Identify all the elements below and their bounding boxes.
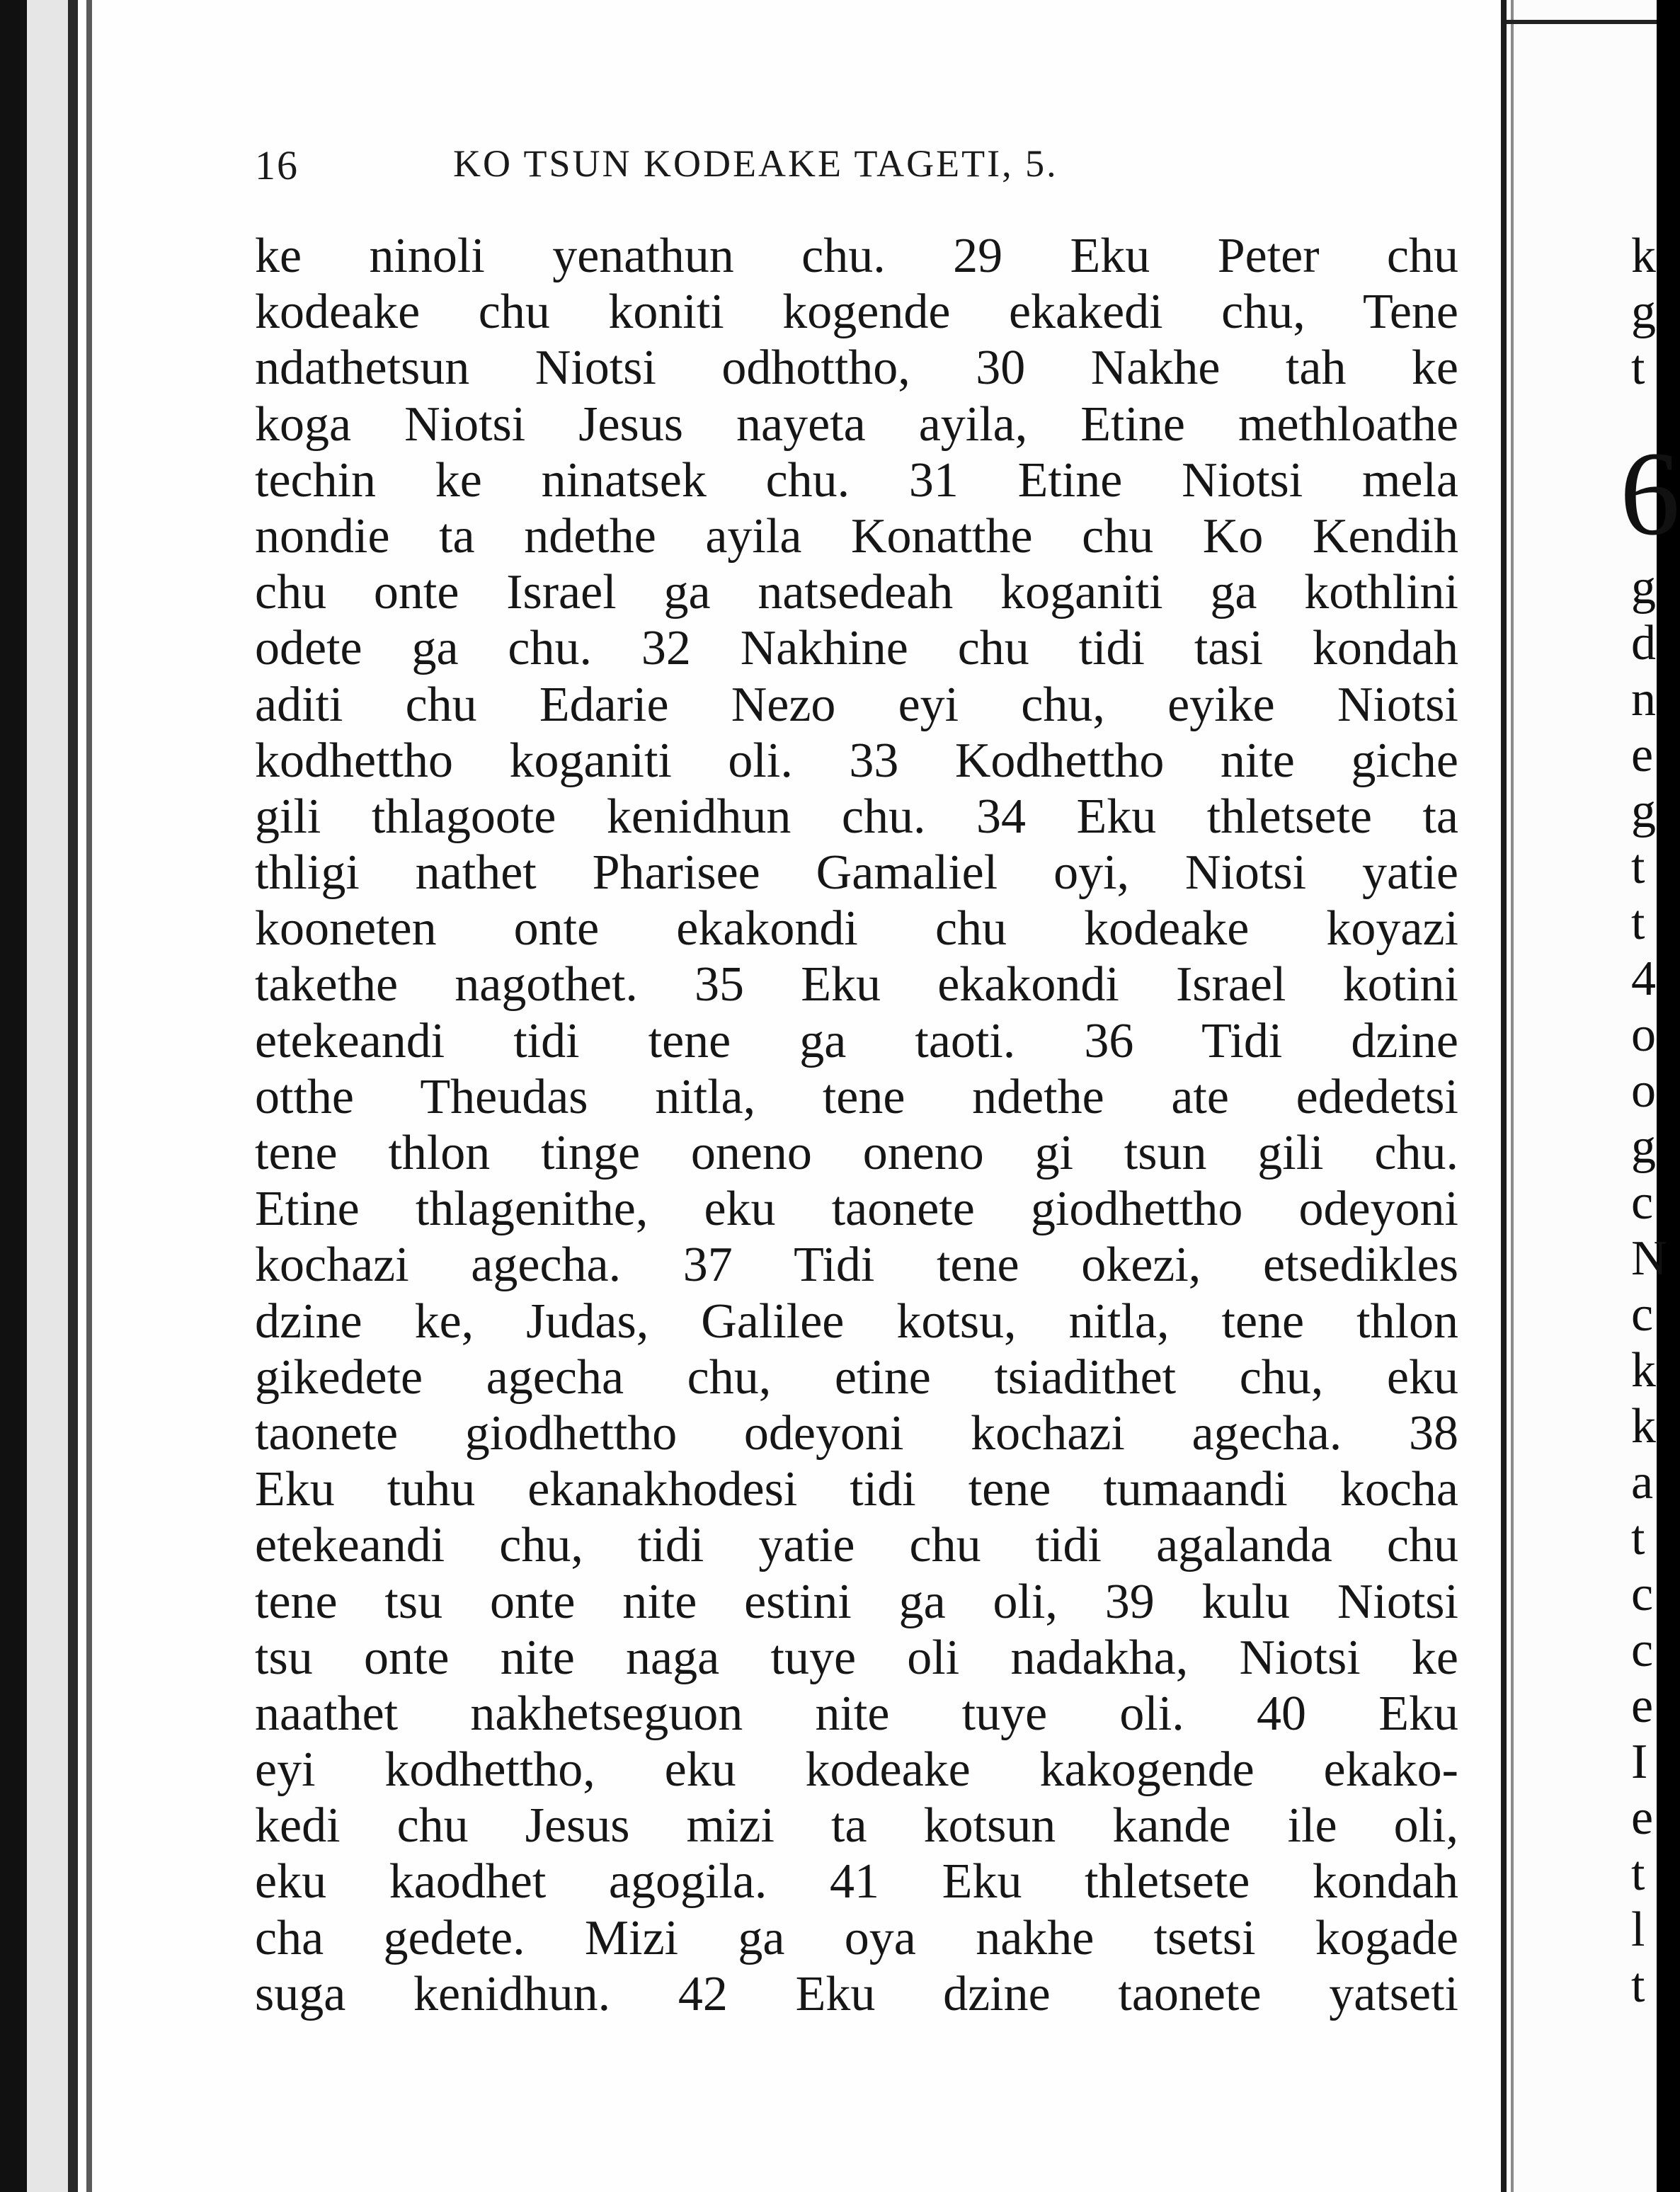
right-page-letter: 6 [1620,427,1680,560]
text-line: kooneten onte ekakondi chu kodeake koyazi [255,901,1458,957]
page-edge-line-inner [86,0,92,2192]
text-line: tsu onte nite naga tuye oli nadakha, Niotsi ke [255,1630,1458,1685]
right-page-letter: t [1631,896,1645,950]
right-page-letter: e [1631,728,1654,782]
text-line: etekeandi chu, tidi yatie chu tidi agalanda chu [255,1518,1458,1573]
right-page-letter: o [1631,1007,1656,1062]
text-line: eku kaodhet agogila. 41 Eku thletsete kondah [255,1854,1458,1910]
right-page-letter: k [1631,1343,1656,1398]
right-page-letter: g [1631,560,1656,615]
right-page-letter: e [1631,1791,1654,1845]
text-line: Etine thlagenithe, eku taonete giodhettho odeyoni [255,1182,1458,1237]
text-line: gili thlagoote kenidhun chu. 34 Eku thletsete ta [255,789,1458,844]
right-page-fragment [1514,0,1680,2192]
text-line: Eku tuhu ekanakhodesi tidi tene tumaandi kocha [255,1462,1458,1517]
right-page-letter: t [1631,1511,1645,1565]
text-line: tene thlon tinge oneno oneno gi tsun gili chu. [255,1126,1458,1180]
right-page-letter: n [1631,672,1656,726]
gutter-shadow [1501,0,1507,2192]
page-number: 16 [255,142,299,188]
right-page-letter: I [1631,1735,1648,1789]
text-line: kodeake chu koniti kogende ekakedi chu, Tene [255,285,1458,340]
text-line: odete ga chu. 32 Nakhine chu tidi tasi kondah [255,621,1458,676]
text-line: kedi chu Jesus mizi ta kotsun kande ile oli, [255,1798,1458,1854]
right-page-letter: d [1631,616,1656,670]
text-line: suga kenidhun. 42 Eku dzine taonete yatseti [255,1966,1458,2021]
text-line: etekeandi tidi tene ga taoti. 36 Tidi dzine [255,1013,1458,1068]
text-line: gikedete agecha chu, etine tsiadithet chu, eku [255,1349,1458,1405]
right-page-letter: c [1631,1623,1654,1677]
text-line: nondie ta ndethe ayila Konatthe chu Ko Kendih [255,508,1458,564]
right-page-letter: k [1631,229,1656,283]
text-line: chu onte Israel ga natsedeah koganiti ga kothlini [255,565,1458,620]
right-page-letter: t [1631,1846,1645,1901]
right-page-letter: t [1631,840,1645,894]
right-page-letter: c [1631,1287,1654,1342]
right-page-letter: g [1631,285,1656,339]
page-edge-line [68,0,78,2192]
right-page-letter: a [1631,1455,1654,1509]
right-page-letter: l [1631,1902,1645,1957]
page-header [255,142,1274,191]
right-page-letter: o [1631,1063,1656,1118]
right-page-letter: t [1631,1958,1645,2013]
right-page-letter: g [1631,1119,1656,1174]
text-line: takethe nagothet. 35 Eku ekakondi Israel kotini [255,957,1458,1012]
right-page-letter: c [1631,1567,1654,1621]
text-line: kodhettho koganiti oli. 33 Kodhettho nite giche [255,733,1458,788]
text-line: kochazi agecha. 37 Tidi tene okezi, etsedikles [255,1238,1458,1293]
text-line: ndathetsun Niotsi odhottho, 30 Nakhe tah ke [255,341,1458,396]
right-page-top-rule [1507,20,1657,24]
text-line: thligi nathet Pharisee Gamaliel oyi, Niotsi yatie [255,845,1458,901]
text-line: techin ke ninatsek chu. 31 Etine Niotsi mela [255,452,1458,508]
page-edge-shade [27,0,68,2192]
right-page-letter: e [1631,1679,1654,1733]
binding-edge [0,0,27,2192]
right-page-letter: 4 [1631,952,1656,1006]
text-line: tene tsu onte nite estini ga oli, 39 kulu Niotsi [255,1574,1458,1629]
right-page-letter: k [1631,1399,1656,1454]
left-page [92,0,1501,2192]
right-page-letter: c [1631,1175,1654,1230]
text-line: naathet nakhetseguon nite tuye oli. 40 Eku [255,1686,1458,1741]
right-page-letter: N [1631,1231,1667,1286]
right-page-letter: g [1631,784,1656,838]
right-page-letter: t [1631,341,1645,395]
text-line: aditi chu Edarie Nezo eyi chu, eyike Niotsi [255,677,1458,732]
body-text [255,228,1458,2022]
text-line: taonete giodhettho odeyoni kochazi agecha. 38 [255,1405,1458,1461]
text-line: ke ninoli yenathun chu. 29 Eku Peter chu [255,229,1458,283]
text-line: otthe Theudas nitla, tene ndethe ate ededetsi [255,1069,1458,1124]
text-line: eyi kodhettho, eku kodeake kakogende ekako- [255,1742,1458,1798]
text-line: cha gedete. Mizi ga oya nakhe tsetsi kogade [255,1910,1458,1965]
text-line: koga Niotsi Jesus nayeta ayila, Etine methloathe [255,396,1458,452]
running-title: KO TSUN KODEAKE TAGETI, 5. [453,142,1058,185]
text-line: dzine ke, Judas, Galilee kotsu, nitla, tene thlon [255,1294,1458,1349]
